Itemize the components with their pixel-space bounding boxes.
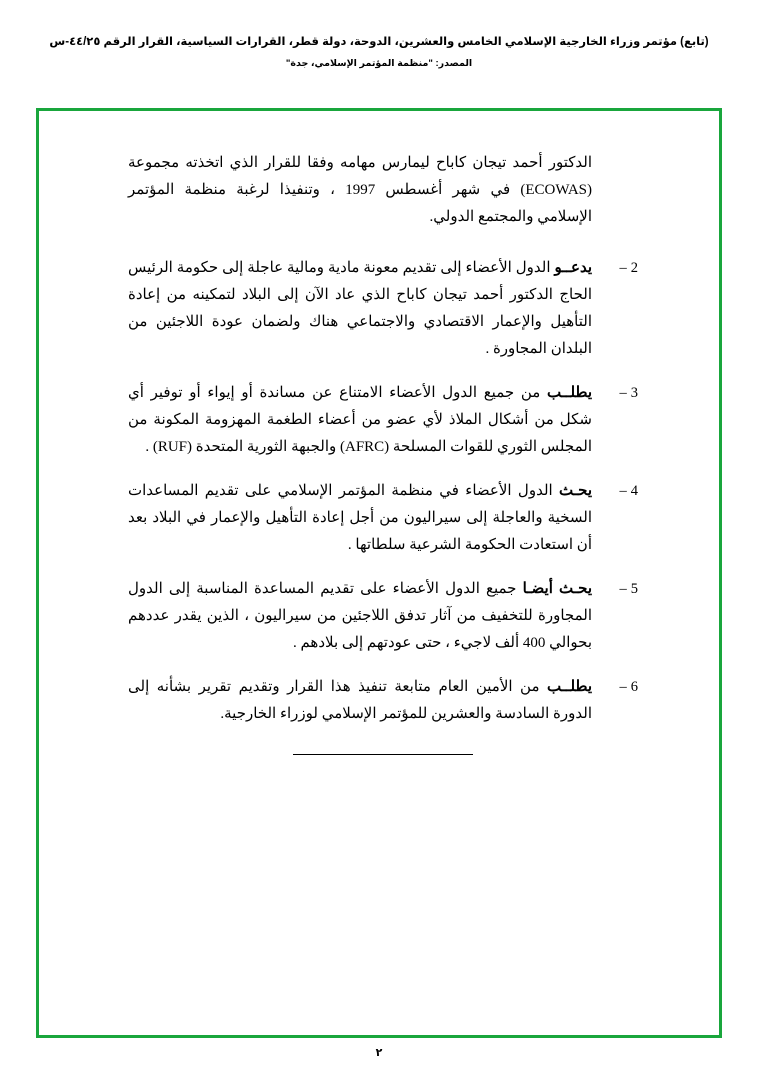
paragraph-text: الدكتور أحمد تيجان كاباح ليمارس مهامه وفقا للقرار الذي اتخذته مجموعة (ECOWAS) في شهر أغسطس 1997 ، وتنفيذا لرغبة منظمة المؤتمر الإسلامي والمجتمع الدولي. xyxy=(128,155,593,225)
paragraph-item-6 xyxy=(128,674,638,728)
paragraph-dash: – xyxy=(619,260,627,276)
paragraph-text xyxy=(128,478,592,559)
paragraph-intro xyxy=(128,150,638,231)
paragraph-number: 4 xyxy=(630,483,638,499)
paragraph-body: الدول الأعضاء في منظمة المؤتمر الإسلامي على تقديم المساعدات السخية والعاجلة إلى سيراليون من أجل إعادة التأهيل والإعمار في البلاد بعد أن استعادت الحكومة الشرعية سلطاتها . xyxy=(128,483,592,553)
paragraph-lead: يحـث xyxy=(559,483,592,499)
paragraph-body: جميع الدول الأعضاء على تقديم المساعدة المناسبة إلى الدول المجاورة للتخفيف من آثار تدفق اللاجئين من سيراليون ، الذين يقدر عددهم بحوالي 400 ألف لاجيء ، حتى عودتهم إلى بلادهم . xyxy=(128,581,592,651)
header-source: المصدر: "منظمة المؤتمر الإسلامي، جدة" xyxy=(285,58,473,69)
paragraph-marker xyxy=(592,576,638,603)
paragraph-text xyxy=(128,674,592,728)
document-content xyxy=(36,150,722,755)
paragraph-lead: يطلــب xyxy=(547,679,592,695)
paragraph-body: من جميع الدول الأعضاء الامتناع عن مساندة أو إيواء أو توفير أي شكل من أشكال الملاذ لأي عضو من أعضاء الطغمة المهزومة المكونة من المجلس الثوري للقوات المسلحة (AFRC) والجبهة الثورية المتحدة (RUF) . xyxy=(128,385,592,455)
paragraph-number: 3 xyxy=(630,385,638,401)
paragraph-lead: يدعــو xyxy=(554,260,592,276)
paragraph-marker xyxy=(592,380,638,407)
paragraph-number: 2 xyxy=(630,260,638,276)
paragraph-item-2 xyxy=(128,255,638,363)
paragraph-lead: يطلــب xyxy=(547,385,592,401)
page-number: ٢ xyxy=(375,1047,383,1059)
paragraph-body: من الأمين العام متابعة تنفيذ هذا القرار وتقديم تقرير بشأنه إلى الدورة السادسة والعشرين للمؤتمر الإسلامي لوزراء الخارجية. xyxy=(128,679,592,722)
paragraph-lead: يحـث أيضـا xyxy=(522,581,593,597)
paragraph-marker xyxy=(592,255,638,282)
paragraph-dash: – xyxy=(619,385,627,401)
paragraph-body: الدول الأعضاء إلى تقديم معونة مادية ومالية عاجلة إلى حكومة الرئيس الحاج الدكتور أحمد تيجان كاباح الذي عاد الآن إلى البلاد لتمكينه من إعادة التأهيل والإعمار الاقتصادي والاجتماعي هناك ولضمان عودة اللاجئين من البلدان المجاورة . xyxy=(128,260,592,357)
end-of-document-rule xyxy=(293,754,473,755)
page-header xyxy=(0,34,758,72)
page-footer xyxy=(0,1046,758,1059)
paragraph-text xyxy=(128,255,592,363)
header-title: (تابع) مؤتمر وزراء الخارجية الإسلامي الخامس والعشرين، الدوحة، دولة قطر، القرارات السياسية، القرار الرقم ٤٤/٢٥-س xyxy=(49,36,709,48)
paragraph-item-4 xyxy=(128,478,638,559)
paragraph-marker xyxy=(592,674,638,701)
paragraph-marker xyxy=(592,478,638,505)
paragraph-item-3 xyxy=(128,380,638,461)
paragraph-dash: – xyxy=(619,581,627,597)
paragraph-text xyxy=(128,380,592,461)
paragraph-dash: – xyxy=(619,679,627,695)
end-rule-wrapper xyxy=(128,754,638,755)
paragraph-dash: – xyxy=(619,483,627,499)
paragraph-item-5 xyxy=(128,576,638,657)
paragraph-number: 5 xyxy=(630,581,638,597)
paragraph-text xyxy=(128,576,592,657)
paragraph-number: 6 xyxy=(630,679,638,695)
